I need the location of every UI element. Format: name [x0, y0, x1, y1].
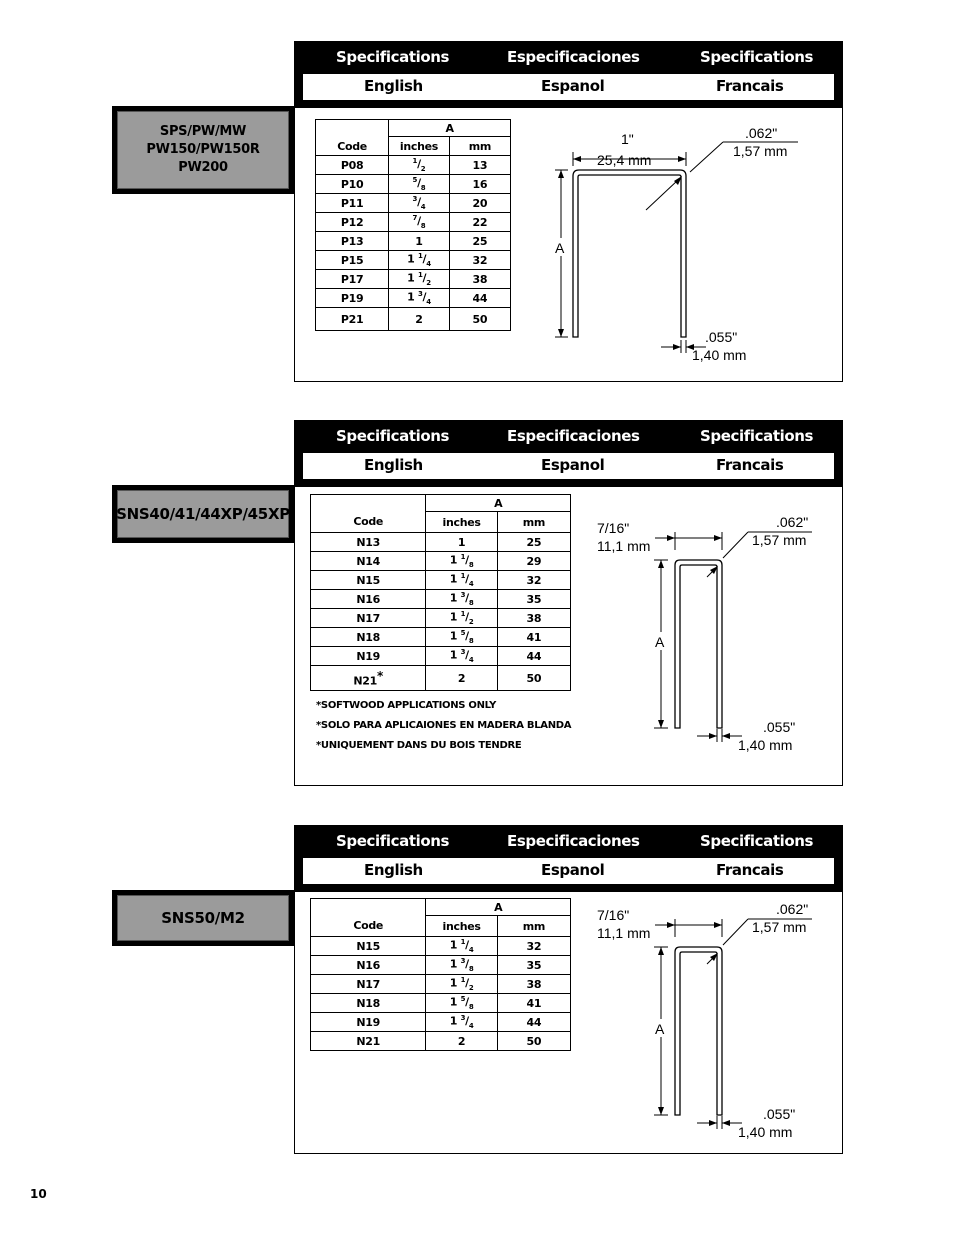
cell-inches: 1 $^1/_4$: [426, 571, 497, 590]
spec-table-1: [315, 119, 511, 331]
asterisk-mark: *: [377, 668, 384, 683]
model-line: PW200: [178, 160, 228, 175]
table-row: [311, 937, 571, 956]
cell-inches: 1 $^1/_4$: [389, 251, 450, 270]
header-col3-bottom: Francais: [716, 77, 784, 95]
wire-mm: 1,40 mm: [692, 347, 747, 363]
col-header-mm: mm: [497, 512, 570, 533]
cell-inches: 1 $^3/_4$: [426, 647, 497, 666]
table-row: [316, 213, 511, 232]
spec-table-2: [310, 494, 571, 691]
spec-header: [295, 826, 842, 892]
footnote-es: *SOLO PARA APLICAIONES EN MADERA BLANDA: [316, 720, 572, 731]
cell-mm: 50: [497, 1032, 570, 1051]
cell-inches: 1: [389, 232, 450, 251]
cell-mm: 44: [449, 289, 510, 308]
cell-inches: 1 $^3/_4$: [389, 289, 450, 308]
cell-mm: 38: [449, 270, 510, 289]
wire-in: .055": [763, 1106, 796, 1122]
cell-mm: 32: [497, 571, 570, 590]
width-in: 7/16": [597, 907, 630, 923]
cell-code: P19: [316, 289, 389, 308]
cell-mm: 25: [449, 232, 510, 251]
header-col1-top: Specifications: [336, 48, 450, 66]
cell-mm: 32: [497, 937, 570, 956]
cell-mm: 50: [449, 308, 510, 331]
staple-shape: [675, 560, 722, 728]
cell-code: N16: [311, 956, 426, 975]
table-row: [311, 956, 571, 975]
width-in: 1": [621, 131, 634, 147]
table-row: [311, 552, 571, 571]
cell-inches: 1 $^1/_2$: [426, 609, 497, 628]
cell-inches: 1 $^3/_4$: [426, 1013, 497, 1032]
cell-inches: 2: [426, 666, 497, 691]
page-number: 10: [30, 1187, 47, 1201]
staple-diagram-3: [590, 897, 840, 1147]
cell-mm: 35: [497, 590, 570, 609]
cell-code: P21: [316, 308, 389, 331]
cell-code: N15: [311, 937, 426, 956]
cell-code: N21*: [311, 666, 426, 691]
thickness-in: .062": [776, 901, 809, 917]
staple-diagram-1: [540, 120, 840, 375]
cell-inches: 1 $^3/_8$: [426, 956, 497, 975]
leg-label: A: [655, 634, 665, 650]
table-row: [316, 156, 511, 175]
cell-inches: 1 $^3/_8$: [426, 590, 497, 609]
header-col2-bottom: Espanol: [541, 456, 605, 474]
cell-inches: 1 $^5/_8$: [426, 994, 497, 1013]
table-row: [311, 666, 571, 691]
cell-code: N18: [311, 994, 426, 1013]
header-col1-bottom: English: [364, 456, 423, 474]
spec-header: [295, 42, 842, 108]
model-line: PW150/PW150R: [146, 142, 260, 157]
table-row: [311, 994, 571, 1013]
table-row: [311, 975, 571, 994]
col-header-group: A: [426, 495, 571, 512]
cell-code: P17: [316, 270, 389, 289]
header-col2-top: Especificaciones: [507, 832, 640, 850]
width-in: 7/16": [597, 520, 630, 536]
col-header-code: Code: [311, 495, 426, 533]
cell-mm: 41: [497, 628, 570, 647]
cell-code: P10: [316, 175, 389, 194]
cell-code: N15: [311, 571, 426, 590]
header-col2-bottom: Espanol: [541, 861, 605, 879]
table-row: [311, 590, 571, 609]
leg-label: A: [655, 1021, 665, 1037]
cell-mm: 29: [497, 552, 570, 571]
cell-code: P15: [316, 251, 389, 270]
table-row: [316, 175, 511, 194]
cell-mm: 32: [449, 251, 510, 270]
cell-inches: $^5/_8$: [389, 175, 450, 194]
model-label-3: [112, 890, 294, 946]
cell-inches: 1 $^1/_2$: [426, 975, 497, 994]
cell-mm: 35: [497, 956, 570, 975]
footnote-en: *SOFTWOOD APPLICATIONS ONLY: [316, 700, 497, 711]
thickness-in: .062": [776, 514, 809, 530]
model-line: SNS50/M2: [161, 909, 245, 927]
table-row: [311, 609, 571, 628]
table-row: [311, 647, 571, 666]
table-row: [311, 1032, 571, 1051]
col-header-code: Code: [311, 899, 426, 937]
header-col2-top: Especificaciones: [507, 48, 640, 66]
table-row: [316, 232, 511, 251]
header-col2-top: Especificaciones: [507, 427, 640, 445]
cell-code: N17: [311, 975, 426, 994]
table-row: [311, 1013, 571, 1032]
thickness-in: .062": [745, 125, 778, 141]
table-row: [311, 533, 571, 552]
cell-code: N21: [311, 1032, 426, 1051]
model-label-1: [112, 106, 294, 194]
footnote-fr: *UNIQUEMENT DANS DU BOIS TENDRE: [316, 740, 522, 751]
cell-code: P11: [316, 194, 389, 213]
cell-code: N18: [311, 628, 426, 647]
header-col1-bottom: English: [364, 861, 423, 879]
col-header-inches: inches: [426, 916, 497, 937]
cell-code: N16: [311, 590, 426, 609]
header-col1-top: Specifications: [336, 832, 450, 850]
cell-inches: $^1/_2$: [389, 156, 450, 175]
cell-mm: 22: [449, 213, 510, 232]
staple-shape: [675, 947, 722, 1115]
staple-diagram-2: [590, 510, 840, 760]
thickness-mm: 1,57 mm: [752, 532, 807, 548]
wire-in: .055": [763, 719, 796, 735]
cell-mm: 44: [497, 1013, 570, 1032]
cell-inches: 1 $^5/_8$: [426, 628, 497, 647]
cell-mm: 44: [497, 647, 570, 666]
staple-shape: [573, 170, 686, 337]
table-row: [316, 194, 511, 213]
header-col3-bottom: Francais: [716, 456, 784, 474]
cell-inches: 1 $^1/_4$: [426, 937, 497, 956]
col-header-group: A: [389, 120, 511, 137]
col-header-code: Code: [316, 120, 389, 156]
col-header-inches: inches: [426, 512, 497, 533]
cell-code: N13: [311, 533, 426, 552]
cell-mm: 25: [497, 533, 570, 552]
header-col1-bottom: English: [364, 77, 423, 95]
cell-mm: 38: [497, 975, 570, 994]
cell-mm: 13: [449, 156, 510, 175]
cell-inches: 1 $^1/_2$: [389, 270, 450, 289]
header-col3-top: Specifications: [700, 832, 814, 850]
spec-table-3: [310, 898, 571, 1051]
cell-mm: 16: [449, 175, 510, 194]
table-row: [316, 251, 511, 270]
header-col1-top: Specifications: [336, 427, 450, 445]
cell-code: N17: [311, 609, 426, 628]
width-mm: 25,4 mm: [597, 152, 652, 168]
model-label-2: [112, 485, 294, 543]
cell-code: P08: [316, 156, 389, 175]
table-row: [316, 308, 511, 331]
table-row: [316, 270, 511, 289]
cell-code: P12: [316, 213, 389, 232]
width-mm: 11,1 mm: [597, 538, 651, 554]
cell-mm: 50: [497, 666, 570, 691]
table-row: [311, 571, 571, 590]
table-row: [311, 628, 571, 647]
col-header-mm: mm: [449, 137, 510, 156]
header-col3-bottom: Francais: [716, 861, 784, 879]
thickness-mm: 1,57 mm: [733, 143, 788, 159]
table-row: [316, 289, 511, 308]
cell-code: N14: [311, 552, 426, 571]
leg-label: A: [555, 240, 565, 256]
wire-mm: 1,40 mm: [738, 1124, 793, 1140]
spec-header: [295, 421, 842, 487]
cell-inches: $^3/_4$: [389, 194, 450, 213]
cell-mm: 41: [497, 994, 570, 1013]
cell-inches: $^7/_8$: [389, 213, 450, 232]
col-header-group: A: [426, 899, 571, 916]
model-line: SNS40/41/44XP/45XP: [116, 505, 290, 523]
header-col3-top: Specifications: [700, 427, 814, 445]
wire-in: .055": [705, 329, 738, 345]
cell-code: P13: [316, 232, 389, 251]
cell-mm: 38: [497, 609, 570, 628]
cell-code: N19: [311, 1013, 426, 1032]
col-header-inches: inches: [389, 137, 450, 156]
cell-inches: 2: [389, 308, 450, 331]
cell-code: N19: [311, 647, 426, 666]
header-col3-top: Specifications: [700, 48, 814, 66]
header-col2-bottom: Espanol: [541, 77, 605, 95]
col-header-mm: mm: [497, 916, 570, 937]
cell-inches: 1: [426, 533, 497, 552]
cell-mm: 20: [449, 194, 510, 213]
wire-mm: 1,40 mm: [738, 737, 793, 753]
thickness-mm: 1,57 mm: [752, 919, 807, 935]
cell-inches: 1 $^1/_8$: [426, 552, 497, 571]
cell-inches: 2: [426, 1032, 497, 1051]
width-mm: 11,1 mm: [597, 925, 651, 941]
model-line: SPS/PW/MW: [159, 124, 247, 139]
